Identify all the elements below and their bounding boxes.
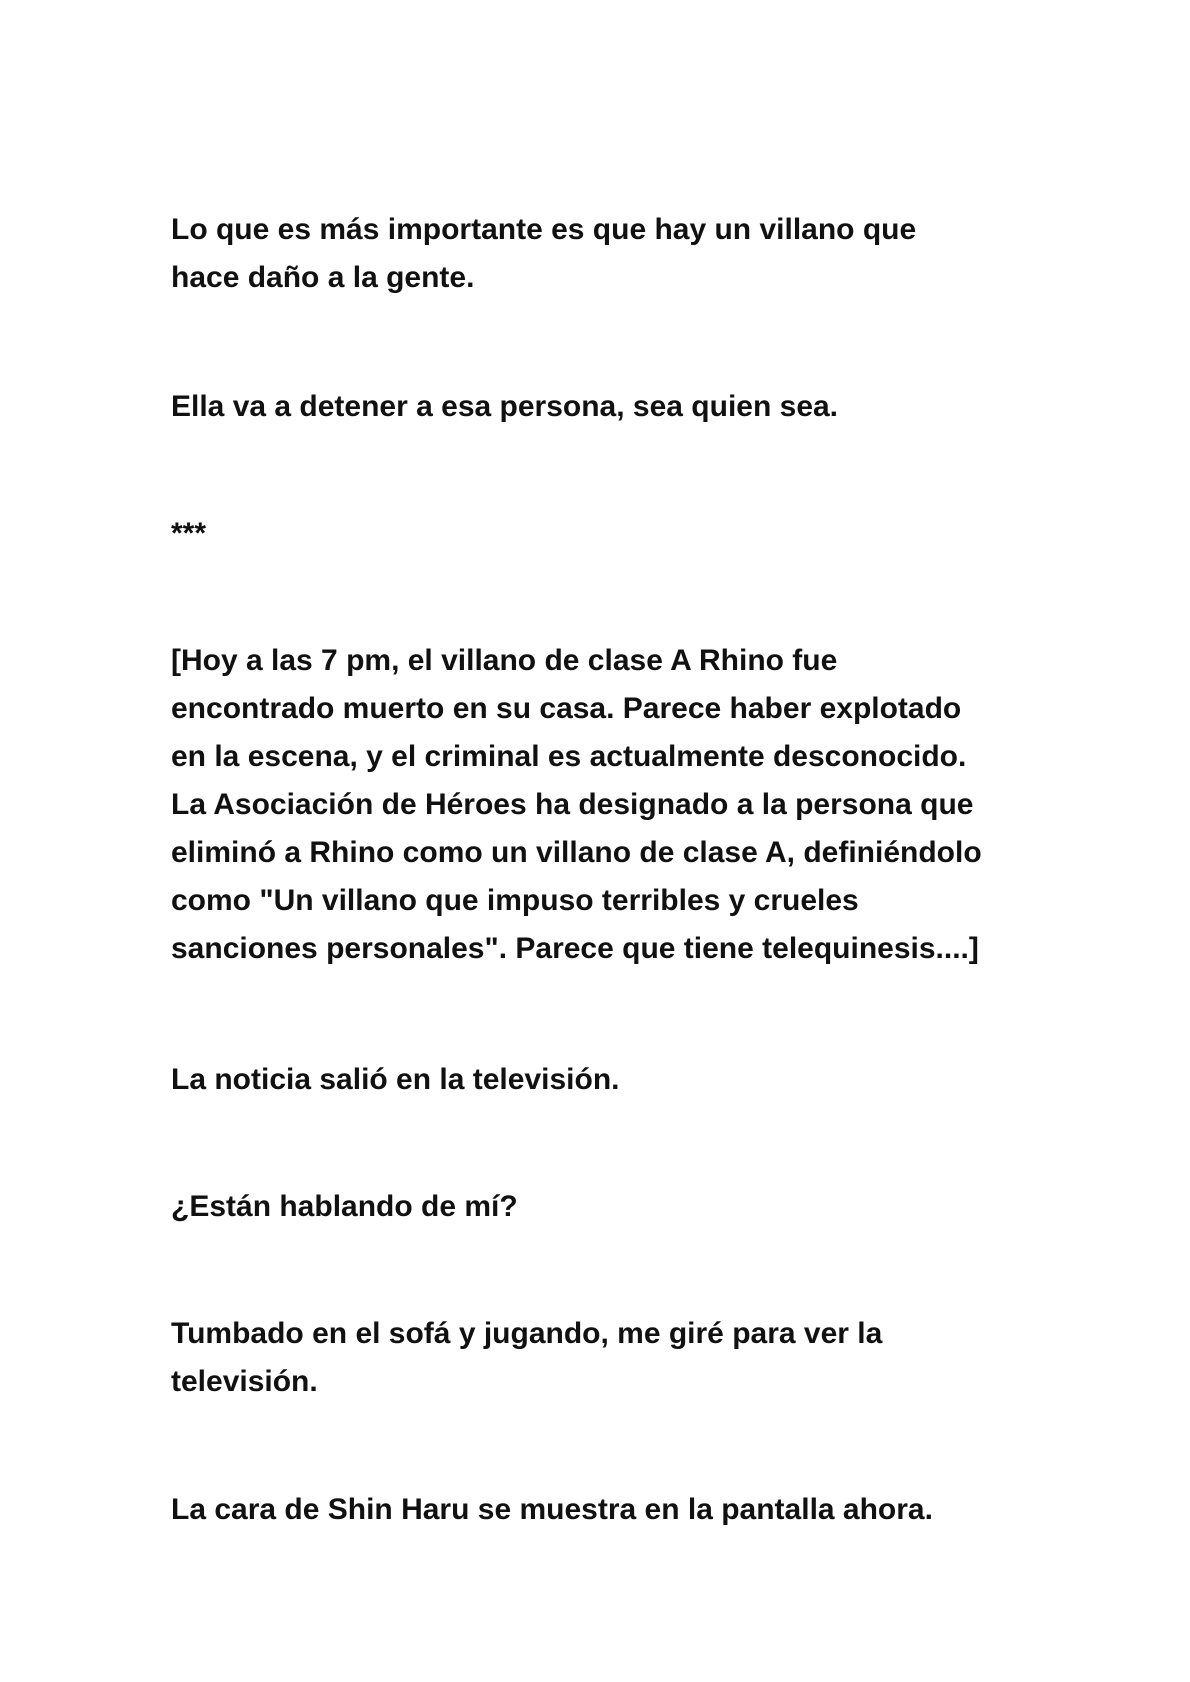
paragraph-3-line-1: La noticia salió en la televisión.	[171, 1063, 620, 1096]
paragraph-2-line-1: Ella va a detener a esa persona, sea quien sea.	[171, 390, 839, 423]
paragraph-1-line-2: hace daño a la gente.	[171, 261, 475, 294]
section-separator: ***	[171, 517, 207, 550]
paragraph-6-line-1: La cara de Shin Haru se muestra en la pantalla ahora.	[171, 1493, 933, 1526]
paragraph-4-line-1: ¿Están hablando de mí?	[171, 1190, 518, 1223]
news-report-line-6: como "Un villano que impuso terribles y crueles	[171, 884, 859, 917]
news-report-line-1: [Hoy a las 7 pm, el villano de clase A Rhino fue	[171, 644, 838, 677]
news-report-line-3: en la escena, y el criminal es actualmente desconocido.	[171, 740, 967, 773]
news-report-line-7: sanciones personales". Parece que tiene telequinesis....]	[171, 932, 979, 965]
paragraph-1-line-1: Lo que es más importante es que hay un villano que	[171, 213, 917, 246]
news-report-line-4: La Asociación de Héroes ha designado a la persona que	[171, 788, 974, 821]
paragraph-5-line-1: Tumbado en el sofá y jugando, me giré para ver la	[171, 1317, 883, 1350]
paragraph-5-line-2: televisión.	[171, 1365, 318, 1398]
news-report-line-5: eliminó a Rhino como un villano de clase A, definiéndolo	[171, 836, 982, 869]
news-report-line-2: encontrado muerto en su casa. Parece haber explotado	[171, 692, 962, 725]
